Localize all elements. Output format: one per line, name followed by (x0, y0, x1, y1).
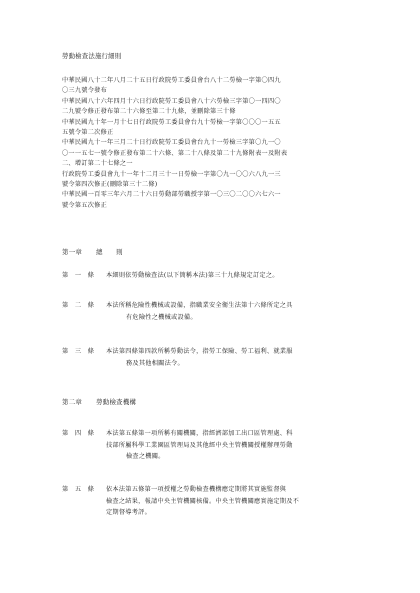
article-text (106, 428, 362, 463)
article-5 (62, 484, 362, 519)
history-line: 行政院勞工委員會九十一年十二月三十一日勞檢一字第〇九一〇〇六八九一三 (62, 170, 281, 178)
amendment-history (62, 76, 362, 211)
document-title: 勞動檢查法施行細則 (62, 52, 122, 60)
article-number: 第 四 條 (62, 430, 95, 437)
article-line: 本法第五條第一項所稱有關機關，指經濟部加工出口區管理處、科 (106, 430, 293, 437)
article-4 (62, 428, 362, 463)
history-line: 中華民國一百零三年六月二十六日勞動部勞職授字第一〇三〇二〇〇六七六一 (62, 191, 281, 199)
article-number: 第 一 條 (62, 272, 95, 279)
history-line: 二、增訂第二十七條之一 (62, 160, 133, 168)
chapter-title: 總 則 (96, 248, 123, 256)
article-line: 檢查之結果，報請中央主管機關核備。中央主管機關應實施定期及不 (106, 497, 300, 505)
history-line: 中華民國八十二年八月二十五日行政院勞工委員會台八十二勞檢一字第〇四九 (62, 77, 281, 84)
chapter-number: 第一章 (62, 248, 83, 256)
article-3 (62, 346, 362, 369)
article-number: 第 五 條 (62, 486, 95, 493)
article-line: 定期督導考評。 (106, 509, 152, 517)
chapter-heading-1 (62, 248, 123, 257)
article-text (106, 346, 362, 369)
article-2 (62, 300, 362, 323)
article-number: 第 二 條 (62, 302, 95, 309)
article-line: 務及其他相關法令。 (126, 359, 184, 367)
history-line: 二九號令修正發布第二十六條至第二十九條，並刪除第三十條 (62, 108, 236, 116)
history-line: 中華民國九十一年三月二十日行政院勞工委員會台九十一勞檢三字第〇九一〇 (62, 139, 281, 147)
article-1 (62, 270, 362, 282)
article-line: 檢查之機關。 (126, 453, 165, 461)
article-text (106, 300, 362, 323)
article-text (106, 484, 362, 519)
article-line: 本法第四條第四款所稱勞動法令，指勞工保險、勞工福利、就業服 (106, 348, 293, 355)
article-text (106, 270, 362, 282)
article-number: 第 三 條 (62, 348, 95, 355)
history-line: 〇三九號令發布 (62, 87, 108, 95)
history-line: 號令第四次修正(刪除第三十二條) (62, 181, 158, 189)
article-line: 本細則依勞動檢查法(以下簡稱本法)第三十九條規定訂定之。 (106, 272, 279, 279)
history-line: 號令第五次修正 (62, 201, 108, 209)
chapter-heading-2 (62, 398, 136, 407)
history-line: 中華民國九十年一月十七日行政院勞工委員會台九十勞檢一字第〇〇〇一五五 (62, 118, 281, 126)
article-line: 技部所屬科學工業園區管理局及其他經中央主管機關授權辦理勞動 (106, 441, 293, 449)
article-line: 依本法第五條第一項授權之勞動檢查機構應定期將其實施監督與 (106, 486, 287, 493)
article-line: 有危險性之機械或設備。 (126, 313, 197, 321)
history-line: 五號令第二次修正 (62, 129, 114, 137)
article-line: 本法所稱危險性機械或設備，指職業安全衛生法第十六條所定之具 (106, 302, 293, 309)
chapter-title: 勞動檢查機構 (96, 398, 137, 406)
chapter-number: 第二章 (62, 398, 83, 406)
history-line: 〇一一五七一號令修正發布第二十六條、第二十八條及第二十九條附表一及附表 (62, 149, 288, 157)
history-line: 中華民國八十六年四月十六日行政院勞工委員會八十六勞檢三字第〇一四四〇 (62, 97, 281, 105)
